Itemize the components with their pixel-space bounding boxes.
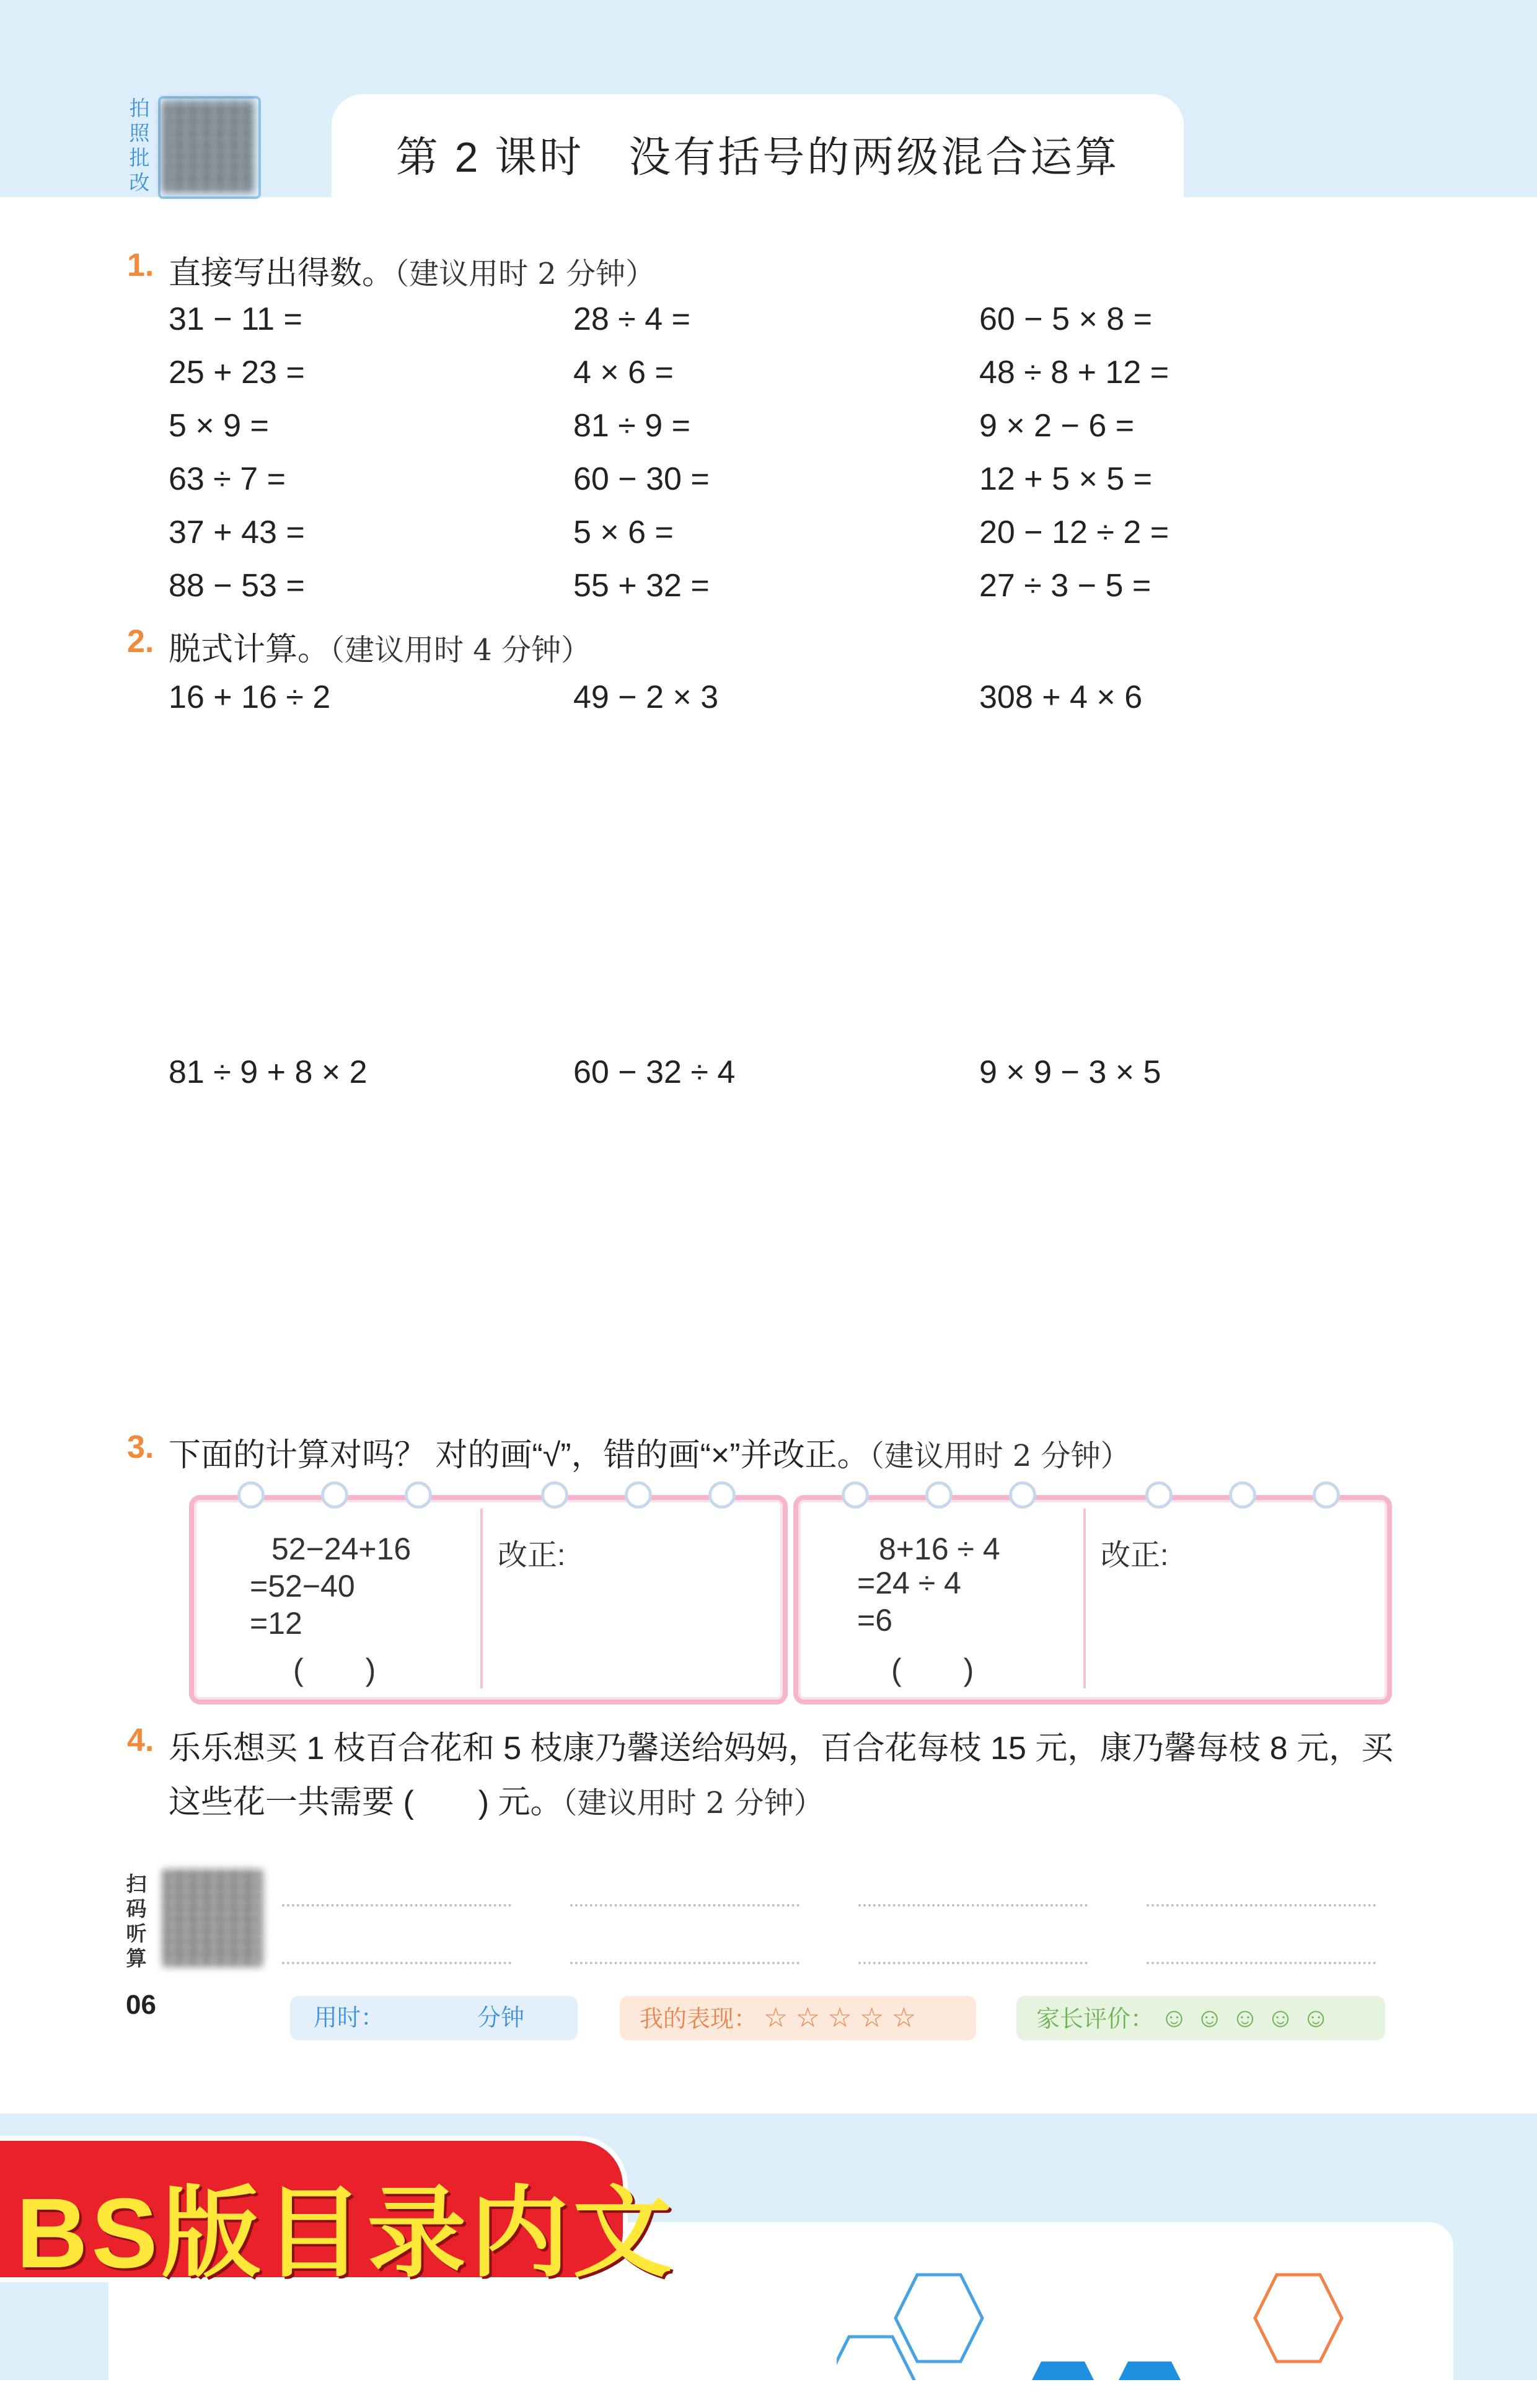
q3-hint: （建议用时 2 分钟） — [869, 1439, 1130, 1473]
q1-expr: 5 × 6 = — [573, 514, 674, 550]
q1-expr: 48 ÷ 8 + 12 = — [979, 355, 1169, 390]
parent-review-label: 家长评价： — [1036, 2006, 1155, 2032]
q2-expr: 49 − 2 × 3 — [573, 679, 719, 715]
card-calc-line: =12 — [250, 1606, 302, 1641]
q1-expr: 81 ÷ 9 = — [573, 408, 691, 444]
dotted-line — [1147, 1904, 1376, 1907]
q3-text: 下面的计算对吗？ 对的画“√”，错的画“×”并改正。 — [169, 1437, 870, 1473]
q4-line2-wrap — [169, 1776, 824, 1822]
answer-bracket[interactable]: ( ) — [891, 1652, 974, 1687]
q1-expr: 88 − 53 = — [169, 568, 305, 604]
q4-line2: 这些花一共需要 ( ) 元。 — [169, 1784, 563, 1820]
time-unit: 分钟 — [477, 2005, 525, 2031]
promo-banner — [0, 2136, 676, 2288]
card-calc-line: =6 — [857, 1603, 893, 1638]
title-tab — [332, 94, 1184, 200]
listen-calc-label: 扫码听算 — [126, 1872, 147, 1970]
qr-code-icon[interactable] — [162, 1869, 263, 1967]
binder-ring — [842, 1481, 869, 1509]
q2-number: 2. — [127, 624, 154, 659]
photo-grading-label: 拍照批改 — [129, 97, 150, 194]
q1-expr: 55 + 32 = — [573, 568, 710, 604]
binder-ring — [1145, 1481, 1173, 1509]
q1-number: 1. — [127, 247, 154, 283]
star-rating-icon[interactable]: ☆ ☆ ☆ ☆ ☆ — [764, 2003, 917, 2033]
dotted-line — [282, 1962, 511, 1964]
q4-hint: （建议用时 2 分钟） — [562, 1786, 824, 1820]
q1-expr: 60 − 30 = — [573, 461, 710, 497]
q1-hint: （建议用时 2 分钟） — [394, 257, 656, 291]
page-number: 06 — [126, 1990, 156, 2020]
q2-prompt — [169, 623, 591, 669]
dotted-line — [858, 1962, 1088, 1964]
q1-expr: 60 − 5 × 8 = — [979, 301, 1153, 337]
binder-ring — [237, 1481, 265, 1509]
q1-expr: 31 − 11 = — [169, 301, 302, 337]
lesson-title: 第 2 课时 没有括号的两级混合运算 — [395, 134, 1120, 181]
q2-expr: 81 ÷ 9 + 8 × 2 — [169, 1054, 368, 1090]
check-card-1 — [189, 1495, 788, 1705]
binder-ring — [1313, 1481, 1340, 1509]
answer-bracket[interactable]: ( ) — [293, 1652, 376, 1687]
dotted-line — [858, 1904, 1088, 1907]
card-calc-line: 52−24+16 — [271, 1532, 412, 1566]
smiley-rating-icon[interactable]: ☺ ☺ ☺ ☺ ☺ — [1160, 2003, 1330, 2033]
q2-expr: 16 + 16 ÷ 2 — [169, 679, 331, 715]
correction-label: 改正: — [498, 1539, 566, 1572]
q1-expr: 28 ÷ 4 = — [573, 301, 691, 337]
binder-ring — [1229, 1481, 1256, 1509]
q2-expr: 308 + 4 × 6 — [979, 679, 1143, 715]
q2-expr: 60 − 32 ÷ 4 — [573, 1054, 736, 1090]
dotted-line — [570, 1962, 799, 1964]
banner-title: BS版目录内文 — [16, 2177, 676, 2288]
q1-expr: 37 + 43 = — [169, 514, 305, 550]
card-divider — [480, 1509, 483, 1688]
binder-ring — [1009, 1481, 1036, 1509]
binder-ring — [925, 1481, 953, 1509]
performance-label: 我的表现： — [640, 2006, 758, 2032]
q1-expr: 20 − 12 ÷ 2 = — [979, 514, 1169, 550]
q2-expr: 9 × 9 − 3 × 5 — [979, 1054, 1161, 1090]
time-pill — [290, 1996, 578, 2040]
binder-ring — [708, 1481, 736, 1509]
q1-expr: 63 ÷ 7 = — [169, 461, 286, 497]
dotted-line — [570, 1904, 799, 1907]
card-divider — [1083, 1509, 1086, 1688]
hexagon-decoration-icon — [837, 2269, 1425, 2380]
q1-expr: 9 × 2 − 6 = — [979, 408, 1135, 444]
correction-label: 改正: — [1101, 1539, 1169, 1572]
q1-expr: 25 + 23 = — [169, 355, 305, 390]
dotted-line — [1147, 1962, 1376, 1964]
card-calc-line: 8+16 ÷ 4 — [879, 1532, 1000, 1566]
check-card-2 — [793, 1495, 1392, 1705]
binder-ring — [625, 1481, 652, 1509]
dotted-line — [282, 1904, 511, 1907]
time-label: 用时： — [314, 2005, 385, 2031]
card-calc-line: =52−40 — [250, 1569, 355, 1603]
q1-expr: 12 + 5 × 5 = — [979, 461, 1153, 497]
q1-text: 直接写出得数。 — [169, 255, 395, 291]
binder-ring — [321, 1481, 348, 1509]
q1-expr: 27 ÷ 3 − 5 = — [979, 568, 1152, 604]
q3-number: 3. — [127, 1429, 154, 1465]
parent-review-pill — [1016, 1996, 1385, 2040]
q4-number: 4. — [127, 1722, 154, 1758]
q3-prompt — [169, 1429, 1130, 1475]
qr-code-icon[interactable] — [162, 100, 254, 192]
q2-hint: （建议用时 4 分钟） — [330, 633, 591, 668]
q4-line1: 乐乐想买 1 枝百合花和 5 枝康乃馨送给妈妈，百合花每枝 15 元，康乃馨每枝 8 元，买 — [169, 1731, 1394, 1766]
binder-ring — [541, 1481, 568, 1509]
q2-text: 脱式计算。 — [169, 632, 330, 668]
binder-ring — [405, 1481, 432, 1509]
q1-expr: 5 × 9 = — [169, 408, 269, 444]
q1-expr: 4 × 6 = — [573, 355, 674, 390]
q1-prompt — [169, 247, 655, 293]
performance-pill — [620, 1996, 976, 2040]
card-calc-line: =24 ÷ 4 — [857, 1566, 961, 1600]
